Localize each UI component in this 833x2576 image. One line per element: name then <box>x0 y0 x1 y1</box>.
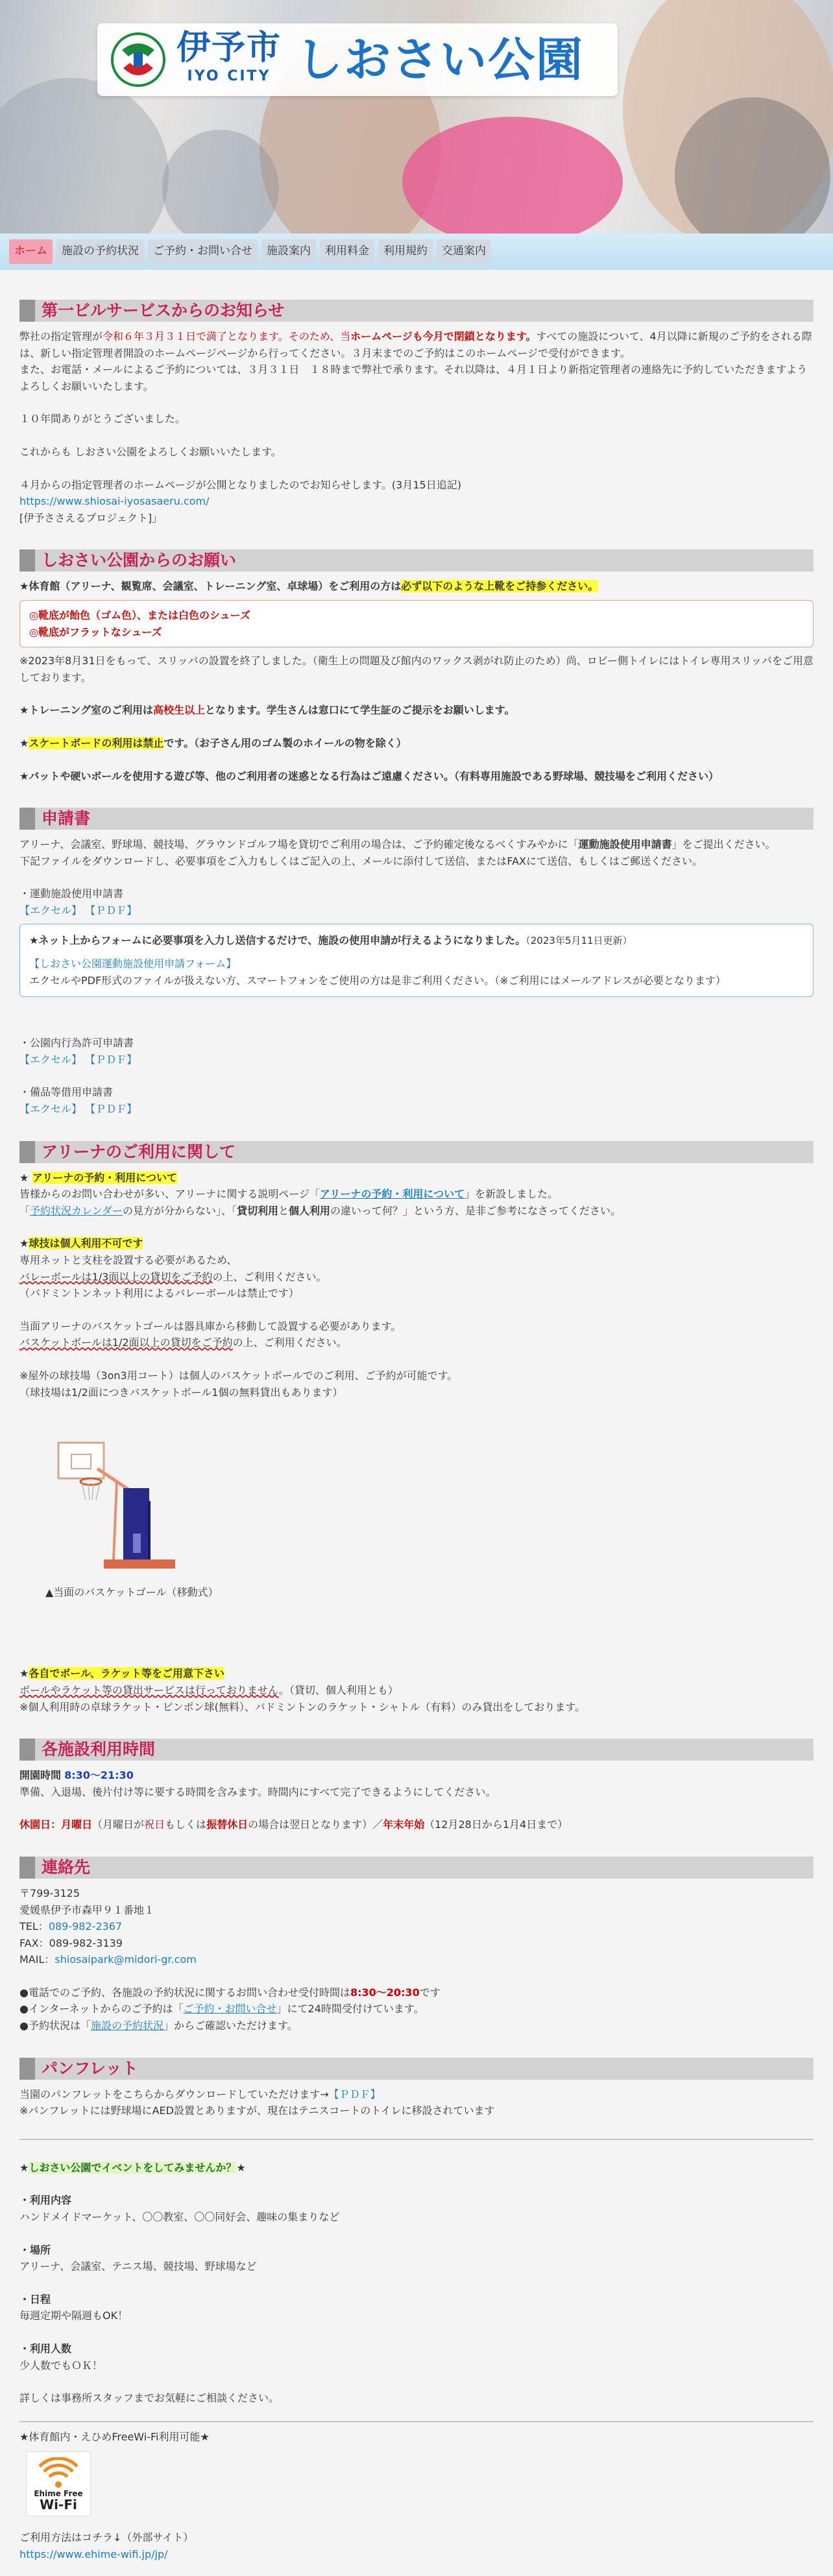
basketball-goal-image <box>52 1430 182 1579</box>
park-name: しおさい公園 <box>296 32 585 87</box>
application-paragraph: アリーナ、会議室、野球場、競技場、グラウンドゴルフ場を貸切でご利用の場合は、ご予約確定後なるべくすみやかに「運動施設使用申請書」をご提出ください。 <box>19 838 776 851</box>
header-banner <box>0 0 833 234</box>
arena-paragraph: （バドミントンネット利用によるバレーボールは禁止です） <box>19 1287 299 1300</box>
event-title: ★しおさい公園でイベントをしてみませんか？★ <box>19 2161 246 2174</box>
zip-code: 〒799-3125 <box>19 1886 80 1899</box>
section-heading: 各施設利用時間 <box>19 1739 814 1761</box>
section-heading: 申請書 <box>19 808 814 830</box>
arena-guide-link[interactable]: アリーナの予約・利用について <box>320 1188 465 1201</box>
nav-reservation-contact[interactable]: ご予約・お問い合せ <box>148 239 258 263</box>
application-section <box>19 808 814 1118</box>
event-label: ・日程 <box>19 2293 51 2305</box>
section-heading: 連絡先 <box>19 1857 814 1879</box>
nav-fees[interactable]: 利用料金 <box>320 239 374 263</box>
divider <box>19 2139 814 2140</box>
site-logo[interactable] <box>97 23 618 96</box>
contact-note: ●電話でのご予約、各施設の予約状況に関するお問い合わせ受付時間は8:30～20:30です <box>19 1986 441 1999</box>
online-form-note: エクセルやPDF形式のファイルが扱えない方、スマートフォンをご使用の方は是非ご利用ください。（※ご利用にはメールアドレスが必要となります） <box>29 974 726 987</box>
mail: MAIL：shiosaipark@midori-gr.com <box>19 1953 197 1966</box>
nav-terms[interactable]: 利用規約 <box>378 239 433 263</box>
notice-section <box>19 300 814 526</box>
city-kanji: 伊予市 <box>176 29 282 68</box>
nav-home[interactable]: ホーム <box>9 239 53 263</box>
event-value: 少人数でもＯＫ！ <box>19 2359 103 2372</box>
section-heading: パンフレット <box>19 2058 814 2080</box>
nav-reservation-status[interactable]: 施設の予約状況 <box>56 239 144 263</box>
form-title: ・運動施設使用申請書 <box>19 887 124 900</box>
hours-section <box>19 1739 814 1833</box>
nav-access[interactable]: 交通案内 <box>437 239 491 263</box>
arena-paragraph: 「予約状況カレンダーの見方が分からない」、「貸切利用と個人利用の違いって何？」という方、是非ご参考になさってください。 <box>19 1204 622 1217</box>
shoe-rule: ◎靴底が飴色（ゴム色）、または白色のシューズ <box>29 608 250 621</box>
opening-hours: 開園時間 8:30～21:30 <box>19 1769 134 1782</box>
form3-pdf-link[interactable]: 【ＰＤＦ】 <box>85 1103 138 1116</box>
banner-photo-shape <box>0 78 169 234</box>
basketball-goal-caption: ▲当面のバスケットゴール（移動式） <box>45 1585 219 1598</box>
event-value: アリーナ、会議室、テニス場、競技場、野球場など <box>19 2260 257 2273</box>
new-manager-link[interactable]: https://www.shiosai-iyosasaeru.com/ <box>19 495 210 508</box>
online-form-box <box>19 924 814 997</box>
application-paragraph: 下記ファイルをダウンロードし、必要事項をご入力もしくはご記入の上、メールに添付して送信、またはFAXにて送信、もしくはご郵送ください。 <box>19 854 703 867</box>
section-heading: しおさい公園からのお願い <box>19 549 814 572</box>
arena-section <box>19 1141 814 1716</box>
hours-note: 準備、入退場、後片付け等に要する時間を含みます。時間内にすべて完了できるようにしてください。 <box>19 1785 496 1798</box>
wifi-icon <box>39 2457 78 2490</box>
section-heading: アリーナのご利用に関して <box>19 1141 814 1163</box>
arena-subheading: ★ アリーナの予約・利用について <box>19 1171 177 1184</box>
fax: FAX：089-982-3139 <box>19 1936 123 1949</box>
nav-facilities[interactable]: 施設案内 <box>261 239 316 263</box>
form2-excel-link[interactable]: 【エクセル】 <box>19 1053 82 1066</box>
form3-excel-link[interactable]: 【エクセル】 <box>19 1103 82 1116</box>
main-nav <box>0 234 833 270</box>
notice-paragraph: これからも しおさい公園をよろしくお願いいたします。 <box>19 445 282 458</box>
pamphlet-paragraph: ※パンフレットには野球場にAED設置とありますが、現在はテニスコートのトイレに移設されています <box>19 2104 495 2117</box>
mail-link[interactable]: shiosaipark@midori-gr.com <box>54 1953 197 1966</box>
tel-link[interactable]: 089-982-2367 <box>48 1920 123 1933</box>
project-name: [伊予ささえるプロジェクト]」 <box>19 511 163 524</box>
wifi-link[interactable]: https://www.ehime-wifi.jp/jp/ <box>19 2547 168 2560</box>
calendar-link[interactable]: 予約状況カレンダー <box>30 1204 123 1217</box>
contact-section <box>19 1857 814 2034</box>
section-heading: 第一ビルサービスからのお知らせ <box>19 300 814 322</box>
notice-paragraph: １０年間ありがとうございました。 <box>19 413 186 426</box>
wifi-usage: ご利用方法はコチラ↓（外部サイト） <box>19 2531 194 2544</box>
arena-paragraph: 皆様からのお問い合わせが多い、アリーナに関する説明ページ「アリーナの予約・利用について」を新設しました。 <box>19 1188 559 1201</box>
arena-paragraph: バスケットボールは1/2面以上の貸切をご予約の上、ご利用ください。 <box>19 1336 347 1349</box>
event-section <box>19 2160 814 2407</box>
request-section <box>19 549 814 784</box>
online-form-notice: ★ネット上からフォームに必要事項を入力し送信するだけで、施設の使用申請が行えるようになりました。（2023年5月11日更新） <box>29 934 633 947</box>
notice-paragraph: ４月からの指定管理者のホームページが公開となりましたのでお知らせします。(3月15日追記) <box>19 478 461 491</box>
divider <box>19 2421 814 2422</box>
pamphlet-paragraph: 当園のパンフレットをこちらからダウンロードしていただけます→【ＰＤＦ】 <box>19 2088 381 2101</box>
shoes-box <box>19 600 814 647</box>
event-label: ・場所 <box>19 2243 51 2256</box>
status-link[interactable]: 施設の予約状況 <box>90 2019 163 2032</box>
arena-subheading: ★各自でボール、ラケット等をご用意下さい <box>19 1667 224 1680</box>
notice-paragraph: また、お電話・メールによるご予約については、３月３１日 １８時まで弊社で承ります。それ以降は、４月１日より新指定管理者の連絡先に予約していただきますようよろしくお願いいたします。 <box>19 363 808 392</box>
form1-pdf-link[interactable]: 【ＰＤＦ】 <box>85 904 138 917</box>
tel: TEL：089-982-2367 <box>19 1920 123 1933</box>
shoe-rule: ◎靴底がフラットなシューズ <box>29 625 162 638</box>
address: 愛媛県伊予市森甲９１番地１ <box>19 1903 155 1916</box>
wifi-badge-label: Wi-Fi <box>40 2496 77 2512</box>
arena-paragraph: ボールやラケット等の貸出サービスは行っておりません。（貸切、個人利用とも） <box>19 1683 398 1696</box>
slipper-notice: ※2023年8月31日をもって、スリッパの設置を終了しました。（衛生上の問題及び館内のワックス剥がれ防止のため）尚、ロビー側トイレにはトイレ専用スリッパをご用意しております。 <box>19 655 814 684</box>
wifi-section <box>19 2429 814 2563</box>
training-notice: ★トレーニング室のご利用は高校生以上となります。学生さんは窓口にて学生証のご提示をお願いします。 <box>19 704 515 717</box>
event-label: ・利用内容 <box>19 2194 72 2207</box>
arena-paragraph: 当面アリーナのバスケットゴールは器具庫から移動して設置する必要があります。 <box>19 1319 402 1332</box>
city-roman: IYO CITY <box>187 68 271 85</box>
city-emblem-icon <box>109 30 167 89</box>
event-label: ・利用人数 <box>19 2342 72 2355</box>
city-name <box>176 31 282 88</box>
wifi-badge-label: Ehime Free <box>34 2488 83 2498</box>
reservation-link[interactable]: ご予約・お問い合せ <box>183 2003 277 2016</box>
arena-paragraph: ※個人利用時の卓球ラケット・ピンポン球(無料）、バドミントンのラケット・シャトル（有料）のみ貸出をしております。 <box>19 1700 586 1713</box>
online-form-link[interactable]: 【しおさい公園運動施設使用申請フォーム】 <box>29 957 237 970</box>
event-value: 毎週定期や隔週もOK！ <box>19 2309 128 2322</box>
arena-paragraph: バレーボールは1/3面以上の貸切をご予約の上、ご利用ください。 <box>19 1270 327 1283</box>
pamphlet-section <box>19 2058 814 2119</box>
wifi-badge[interactable] <box>26 2451 91 2516</box>
arena-paragraph: （球技場は1/2面につきバスケットボール1個の無料貸出もあります） <box>19 1386 343 1399</box>
main-content <box>0 270 833 2576</box>
arena-subheading: ★球技は個人利用不可です <box>19 1237 143 1250</box>
notice-paragraph: 弊社の指定管理が令和６年３月３１日で満了となります。そのため、当ホームページも今月で閉鎖となります。すべての施設について、4月以降に新規のご予約をされる際は、新しい指定管理者開設のホームページページから行ってください。３月末までのご予約はこのホームページで受付ができます。 <box>19 330 812 359</box>
form1-excel-link[interactable]: 【エクセル】 <box>19 904 82 917</box>
bat-notice: ★バットや硬いボールを使用する遊び等、他のご利用者の迷惑となる行為はご遠慮ください。（有料専用施設である野球場、競技場をご利用ください） <box>19 769 719 782</box>
arena-paragraph: 専用ネットと支柱を設置する必要があるため、 <box>19 1254 237 1266</box>
contact-note: ●予約状況は「施設の予約状況」からご確認いただけます。 <box>19 2019 298 2032</box>
wifi-title: ★体育館内・えひめFreeWi-Fi利用可能★ <box>19 2430 210 2443</box>
skateboard-notice: ★スケートボードの利用は禁止です。（お子さん用のゴム製のホイールの物を除く） <box>19 736 407 749</box>
form-title: ・公園内行為許可申請書 <box>19 1037 134 1050</box>
event-value: ハンドメイドマーケット、〇〇教室、〇〇同好会、趣味の集まりなど <box>19 2211 340 2224</box>
arena-paragraph: ※屋外の球技場（3on3用コート）は個人のバスケットボールでのご利用、ご予約が可能です。 <box>19 1369 458 1382</box>
pamphlet-pdf-link[interactable]: 【ＰＤＦ】 <box>328 2088 381 2101</box>
closed-days: 休園日：月曜日（月曜日が祝日もしくは振替休日の場合は翌日となります）／年末年始（12月28日から1月4日まで） <box>19 1818 568 1831</box>
event-more: 詳しくは事務所スタッフまでお気軽にご相談ください。 <box>19 2392 280 2405</box>
shoes-notice: ★体育館（アリーナ、観覧席、会議室、トレーニング室、卓球場）をご利用の方は必ず以下のような上靴をご持参ください。 <box>19 580 599 593</box>
form-title: ・備品等借用申請書 <box>19 1086 114 1099</box>
form2-pdf-link[interactable]: 【ＰＤＦ】 <box>85 1053 138 1066</box>
contact-note: ●インターネットからのご予約は「ご予約・お問い合せ」にて24時間受付けています。 <box>19 2003 424 2016</box>
